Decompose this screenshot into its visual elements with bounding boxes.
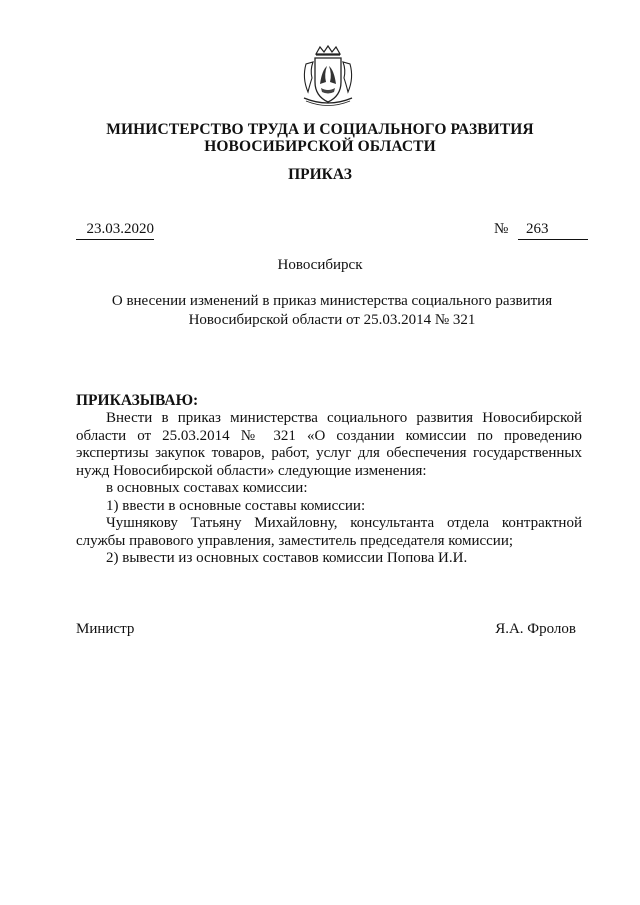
signatory-name: Я.А. Фролов xyxy=(495,621,576,637)
signatory-position: Министр xyxy=(76,621,135,637)
paragraph-intro: Внести в приказ министерства социального развития Новосибирской области от 25.03.2014 № 321 «О создании комиссии по проведению экспертизы закупок товаров, работ, услуг для обеспечения государственных нужд Новосибирской области» следующие изменения: xyxy=(76,410,582,479)
ministry-line-1: МИНИСТЕРСТВО ТРУДА И СОЦИАЛЬНОГО РАЗВИТИЯ xyxy=(106,121,534,138)
order-directive: ПРИКАЗЫВАЮ: xyxy=(76,392,199,409)
city-name: Новосибирск xyxy=(277,257,363,273)
subject-line-2: Новосибирской области от 25.03.2014 № 321 xyxy=(188,312,476,328)
subject-line-1: О внесении изменений в приказ министерства социального развития xyxy=(111,293,553,309)
paragraph-member: Чушнякову Татьяну Михайловну, консультанта отдела контрактной службы правового управления, заместитель председателя комиссии; xyxy=(76,515,582,549)
coat-of-arms-emblem xyxy=(298,44,358,108)
order-number: 263 xyxy=(518,221,588,240)
paragraph-composition: в основных составах комиссии: xyxy=(106,480,308,496)
document-type: ПРИКАЗ xyxy=(288,166,352,183)
paragraph-item-1: 1) ввести в основные составы комиссии: xyxy=(106,497,366,514)
order-subject xyxy=(76,292,588,330)
ministry-line-2: НОВОСИБИРСКОЙ ОБЛАСТИ xyxy=(204,138,436,155)
order-body xyxy=(76,410,582,568)
paragraph-item-2: 2) вывести из основных составов комиссии Попова И.И. xyxy=(106,550,468,566)
number-sign: № xyxy=(494,221,509,237)
ministry-name xyxy=(60,121,580,155)
order-date: 23.03.2020 xyxy=(76,221,154,240)
